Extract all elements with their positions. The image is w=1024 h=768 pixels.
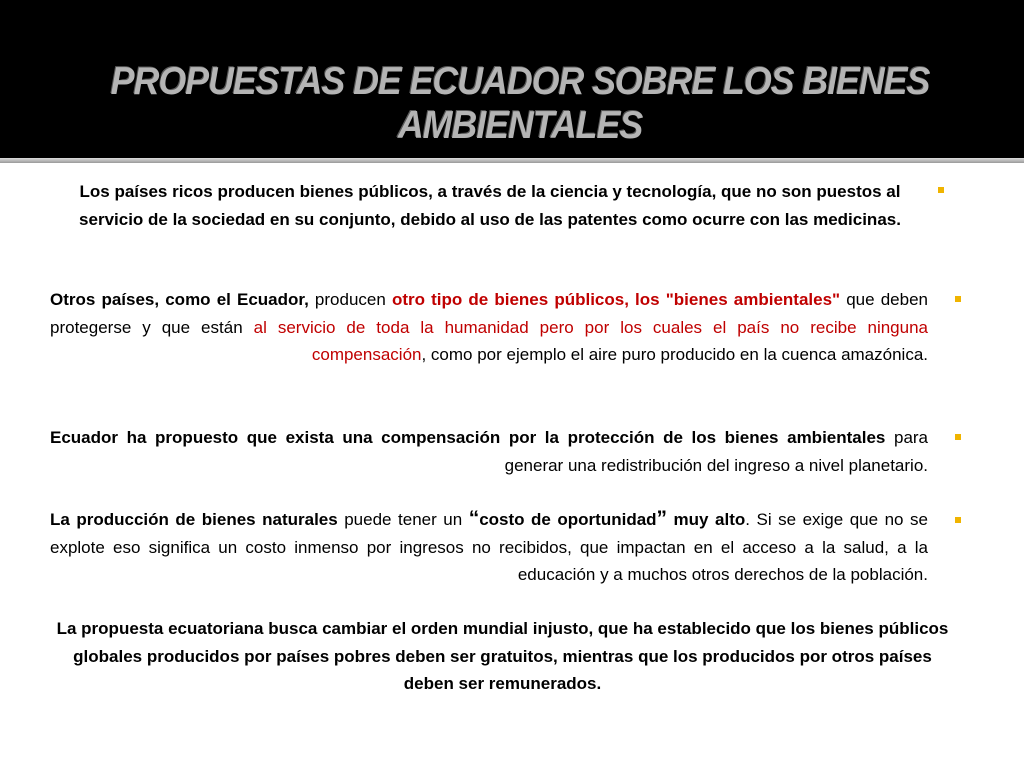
p4-quote-close: ” [656, 507, 668, 530]
paragraph-5: La propuesta ecuatoriana busca cambiar el orden mundial injusto, que ha establecido que los bienes públicos globales producidos por países pobres deben ser gratuitos, mientras que los producidos por otros países deben ser remunerados. [56, 619, 949, 693]
paragraph-4 [50, 505, 928, 589]
p4-segment-4: muy alto [667, 510, 746, 529]
p2-segment-2: producen [308, 290, 392, 309]
p2-segment-3: otro tipo de bienes públicos, los "bienes ambientales" [391, 290, 841, 309]
bullet-4-icon [955, 517, 961, 523]
p2-segment-4: que deben protegerse y que están [50, 290, 928, 337]
bullet-1-icon [938, 187, 944, 193]
bullet-3-icon [955, 434, 961, 440]
p4-segment-2: puede tener un [337, 510, 469, 529]
p2-segment-5: al servicio de toda la humanidad pero por los cuales el país no recibe ninguna compensación [253, 317, 928, 364]
slide-header [0, 0, 1024, 158]
p4-segment-3: costo de oportunidad [479, 510, 657, 529]
p2-segment-1: Otros países, como el Ecuador, [50, 290, 309, 309]
paragraph-3 [50, 424, 928, 479]
p2-segment-6: , como por ejemplo el aire puro producido en la cuenca amazónica. [421, 345, 928, 364]
paragraph-1: Los países ricos producen bienes públicos, a través de la ciencia y tecnología, que no son puestos al servicio de la sociedad en su conjunto, debido al uso de las patentes como ocurre con las medicinas. [79, 182, 901, 229]
slide-title: PROPUESTAS DE ECUADOR SOBRE LOS BIENES AMBIENTALES [110, 60, 930, 147]
p3-segment-2: para generar una redistribución del ingreso a nivel planetario. [504, 428, 929, 475]
paragraph-2 [50, 286, 928, 369]
bullet-2-icon [955, 296, 961, 302]
p4-quote-open: “ [468, 507, 480, 530]
p3-segment-1: Ecuador ha propuesto que exista una compensación por la protección de los bienes ambientales [50, 428, 886, 447]
slide-body [0, 163, 1024, 768]
p4-segment-1: La producción de bienes naturales [50, 510, 338, 529]
p4-segment-5: . Si se exige que no se explote eso significa un costo inmenso por ingresos no recibidos, que impactan en el acceso a la salud, a la educación y a muchos otros derechos de la población. [50, 510, 928, 584]
